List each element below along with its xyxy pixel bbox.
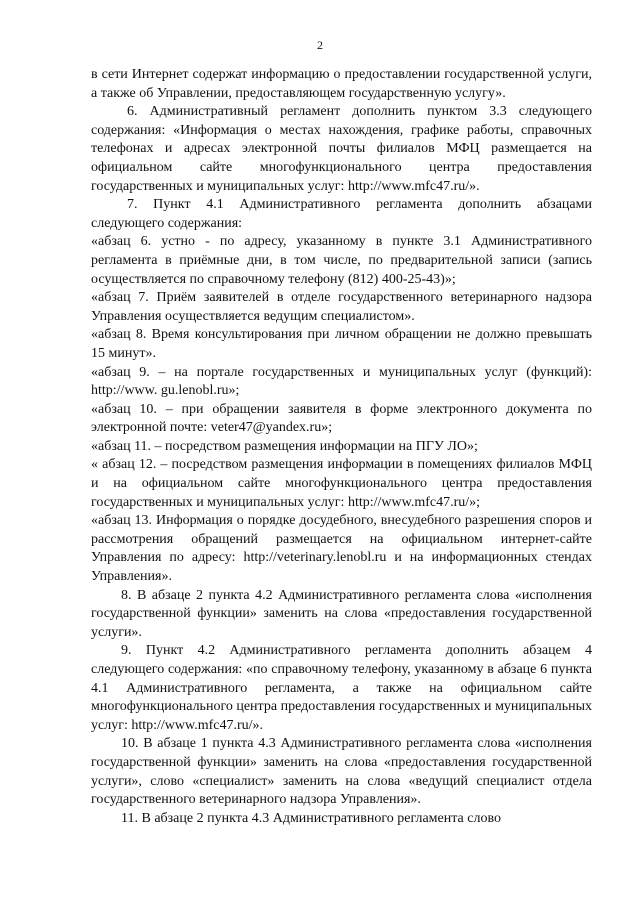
paragraph-item-9: 9. Пункт 4.2 Административного регламента дополнить абзацем 4 следующего содержания: «по справочному телефону, указанному в абзаце 6 пункта 4.1 Административного регламента, а также на официальном сайте многофункционального центра предоставления государственных и муниципальных услуг: http://www.mfc47.ru/».: [91, 643, 592, 733]
paragraph-item-10: 10. В абзаце 1 пункта 4.3 Административного регламента слова «исполнения государственной функции» заменить на слова «предоставления государственной услуги», слово «специалист» заменить на слова «ведущий специалист отдела государственного ветеринарного надзора Управления».: [91, 736, 592, 808]
paragraph-item-6: 6. Административный регламент дополнить пунктом 3.3 следующего содержания: «Информация о местах нахождения, графике работы, справочных телефонах и адресах электронной почты филиалов МФЦ размещается на официальном сайте многофункционального центра предоставления государственных и муниципальных услуг: http://www.mfc47.ru/».: [91, 104, 592, 194]
paragraph-continuation: в сети Интернет содержат информацию о предоставлении государственной услуги, а также об Управлении, предоставляющем государственную услугу».: [91, 67, 592, 101]
paragraph-abzac-10: «абзац 10. – при обращении заявителя в форме электронного документа по электронной почте: veter47@yandex.ru»;: [91, 401, 592, 436]
paragraph-abzac-8: «абзац 8. Время консультирования при личном обращении не должно превышать 15 минут».: [91, 327, 592, 361]
paragraph-abzac-9: «абзац 9. – на портале государственных и муниципальных услуг (функций): http://www. gu.lenobl.ru»;: [91, 364, 592, 399]
paragraph-abzac-11: «абзац 11. – посредством размещения информации на ПГУ ЛО»;: [91, 438, 478, 454]
paragraph-item-11: 11. В абзаце 2 пункта 4.3 Административного регламента слово: [121, 810, 501, 826]
paragraph-abzac-6: «абзац 6. устно - по адресу, указанному в пункте 3.1 Административного регламента в приёмные дни, в том числе, по предварительной записи (запись осуществляется по справочному телефону (812) 400-25-43)»;: [91, 234, 592, 287]
paragraph-item-7: 7. Пункт 4.1 Административного регламента дополнить абзацами следующего содержания:: [91, 197, 592, 231]
document-body: [91, 66, 592, 828]
page-number: 2: [317, 38, 323, 52]
paragraph-item-8: 8. В абзаце 2 пункта 4.2 Административного регламента слова «исполнения государственной функции» заменить на слова «предоставления государственной услуги».: [91, 587, 592, 640]
paragraph-abzac-13: «абзац 13. Информация о порядке досудебного, внесудебного разрешения споров и рассмотрения обращений размещается на официальном интернет-сайте Управления по адресу: http://veterinary.lenobl.ru и на информационных стендах Управления».: [91, 513, 592, 585]
paragraph-abzac-12: « абзац 12. – посредством размещения информации в помещениях филиалов МФЦ и на официальном сайте многофункционального центра предоставления государственных и муниципальных услуг: http://www.mfc47.ru/»;: [91, 457, 592, 510]
paragraph-abzac-7: «абзац 7. Приём заявителей в отделе государственного ветеринарного надзора Управления осуществляется ведущим специалистом».: [91, 290, 592, 324]
